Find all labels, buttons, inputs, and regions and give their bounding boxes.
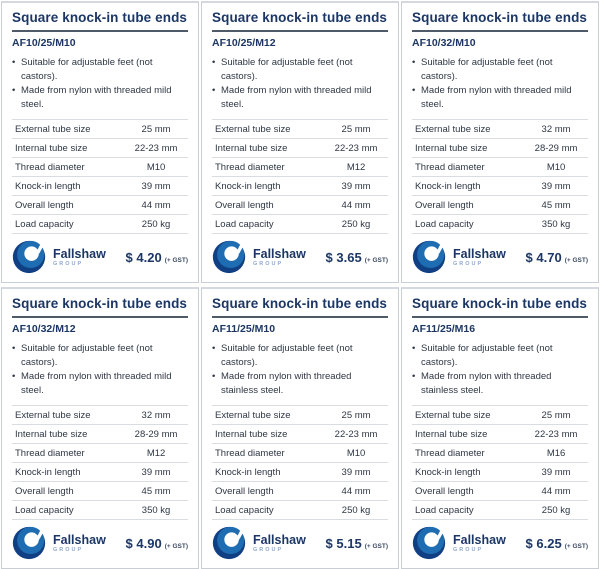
price: $ 4.20 bbox=[125, 249, 162, 265]
spec-value: 28-29 mm bbox=[534, 142, 578, 154]
bullet-item: • Suitable for adjustable feet (not castors). bbox=[12, 56, 188, 84]
product-code: AF10/25/M10 bbox=[12, 37, 76, 49]
spec-label: Load capacity bbox=[215, 504, 274, 516]
spec-row bbox=[12, 120, 188, 139]
spec-value: 44 mm bbox=[341, 485, 371, 497]
logo-group-label: GROUP bbox=[453, 260, 484, 267]
bullet-list bbox=[212, 342, 388, 398]
spec-value: 25 mm bbox=[141, 123, 171, 135]
spec-value: 39 mm bbox=[541, 466, 571, 478]
bullet-list bbox=[12, 342, 188, 398]
spec-row bbox=[212, 463, 388, 482]
spec-row bbox=[412, 158, 588, 177]
spec-row bbox=[212, 482, 388, 501]
spec-table bbox=[212, 119, 388, 234]
bullet-item: • Made from nylon with threaded mild steel. bbox=[12, 370, 188, 398]
logo-name: Fallshaw bbox=[253, 532, 306, 547]
price: $ 4.70 bbox=[525, 249, 562, 265]
fallshaw-logo bbox=[412, 240, 506, 274]
gst-note: (+ GST) bbox=[364, 542, 388, 550]
gst-note: (+ GST) bbox=[564, 256, 588, 264]
bullet-list bbox=[412, 342, 588, 398]
spec-label: External tube size bbox=[215, 409, 291, 421]
spec-value: M10 bbox=[546, 161, 566, 173]
spec-row bbox=[412, 139, 588, 158]
spec-label: Load capacity bbox=[215, 218, 274, 230]
card-footer bbox=[212, 520, 388, 562]
fallshaw-swirl-icon bbox=[412, 240, 446, 274]
spec-value: 25 mm bbox=[341, 409, 371, 421]
fallshaw-swirl-icon bbox=[12, 240, 46, 274]
logo-text bbox=[253, 534, 306, 553]
product-code: AF11/25/M16 bbox=[412, 323, 476, 335]
spec-label: Internal tube size bbox=[415, 428, 488, 440]
spec-label: External tube size bbox=[15, 409, 91, 421]
product-card bbox=[1, 287, 199, 569]
spec-row bbox=[212, 120, 388, 139]
bullet-item: • Suitable for adjustable feet (not castors). bbox=[212, 342, 388, 370]
spec-label: Thread diameter bbox=[215, 161, 285, 173]
product-code: AF10/32/M10 bbox=[412, 37, 476, 49]
spec-label: Thread diameter bbox=[215, 447, 285, 459]
logo-name: Fallshaw bbox=[253, 246, 306, 261]
spec-value: 32 mm bbox=[141, 409, 171, 421]
spec-row bbox=[412, 501, 588, 520]
spec-value: 25 mm bbox=[341, 123, 371, 135]
bullet-item: • Suitable for adjustable feet (not castors). bbox=[412, 342, 588, 370]
spec-row bbox=[412, 444, 588, 463]
spec-table-body bbox=[412, 120, 588, 234]
fallshaw-swirl-icon bbox=[212, 240, 246, 274]
gst-note: (+ GST) bbox=[164, 542, 188, 550]
spec-value: 350 kg bbox=[141, 504, 171, 516]
spec-table bbox=[412, 119, 588, 234]
logo-text bbox=[453, 534, 506, 553]
price-block bbox=[126, 536, 188, 551]
bullet-item: • Suitable for adjustable feet (not castors). bbox=[212, 56, 388, 84]
spec-label: Thread diameter bbox=[15, 447, 85, 459]
logo-group-label: GROUP bbox=[53, 546, 84, 553]
fallshaw-logo bbox=[212, 240, 306, 274]
spec-row bbox=[12, 482, 188, 501]
spec-row bbox=[212, 425, 388, 444]
price-block bbox=[526, 250, 588, 265]
card-footer bbox=[212, 234, 388, 276]
spec-label: Knock-in length bbox=[415, 466, 481, 478]
spec-value: M10 bbox=[146, 161, 166, 173]
spec-row bbox=[12, 196, 188, 215]
bullet-list bbox=[212, 56, 388, 112]
bullet-item: • Made from nylon with threaded stainless steel. bbox=[412, 370, 588, 398]
card-footer bbox=[12, 234, 188, 276]
spec-value: 39 mm bbox=[141, 466, 171, 478]
spec-table bbox=[212, 405, 388, 520]
spec-value: 350 kg bbox=[541, 218, 571, 230]
logo-name: Fallshaw bbox=[453, 532, 506, 547]
spec-label: Knock-in length bbox=[415, 180, 481, 192]
spec-label: Overall length bbox=[15, 485, 74, 497]
logo-name: Fallshaw bbox=[453, 246, 506, 261]
spec-value: 22-23 mm bbox=[134, 142, 178, 154]
spec-row bbox=[12, 463, 188, 482]
spec-value: 39 mm bbox=[341, 180, 371, 192]
spec-label: Thread diameter bbox=[415, 161, 485, 173]
spec-value: 32 mm bbox=[541, 123, 571, 135]
gst-note: (+ GST) bbox=[564, 542, 588, 550]
spec-label: Overall length bbox=[415, 485, 474, 497]
fallshaw-logo bbox=[12, 526, 106, 560]
bullet-list bbox=[12, 56, 188, 112]
spec-row bbox=[212, 177, 388, 196]
logo-name: Fallshaw bbox=[53, 246, 106, 261]
product-card bbox=[401, 1, 599, 283]
spec-label: Load capacity bbox=[415, 218, 474, 230]
spec-label: Overall length bbox=[215, 199, 274, 211]
price-block bbox=[326, 536, 388, 551]
spec-row bbox=[412, 215, 588, 234]
spec-table-body bbox=[412, 406, 588, 520]
spec-value: 250 kg bbox=[341, 504, 371, 516]
spec-label: Internal tube size bbox=[15, 142, 88, 154]
spec-label: Internal tube size bbox=[215, 142, 288, 154]
logo-text bbox=[53, 248, 106, 267]
product-code: AF11/25/M10 bbox=[212, 323, 276, 335]
spec-row bbox=[212, 444, 388, 463]
spec-label: Thread diameter bbox=[15, 161, 85, 173]
spec-label: External tube size bbox=[15, 123, 91, 135]
bullet-list bbox=[412, 56, 588, 112]
card-title: Square knock-in tube ends bbox=[412, 10, 588, 32]
spec-row bbox=[212, 406, 388, 425]
spec-value: M12 bbox=[346, 161, 366, 173]
spec-value: 25 mm bbox=[541, 409, 571, 421]
product-code: AF10/32/M12 bbox=[12, 323, 76, 335]
spec-row bbox=[412, 196, 588, 215]
price-block bbox=[126, 250, 188, 265]
card-footer bbox=[412, 520, 588, 562]
spec-row bbox=[12, 406, 188, 425]
card-title: Square knock-in tube ends bbox=[212, 296, 388, 318]
spec-row bbox=[212, 158, 388, 177]
spec-label: Internal tube size bbox=[215, 428, 288, 440]
spec-value: 28-29 mm bbox=[134, 428, 178, 440]
bullet-item: • Made from nylon with threaded stainless steel. bbox=[212, 370, 388, 398]
spec-row bbox=[12, 444, 188, 463]
product-card bbox=[201, 1, 399, 283]
spec-value: 45 mm bbox=[541, 199, 571, 211]
spec-value: 44 mm bbox=[541, 485, 571, 497]
spec-table-body bbox=[212, 406, 388, 520]
spec-value: 39 mm bbox=[141, 180, 171, 192]
spec-label: Overall length bbox=[415, 199, 474, 211]
bullet-item: • Made from nylon with threaded mild steel. bbox=[212, 84, 388, 112]
spec-value: 45 mm bbox=[141, 485, 171, 497]
fallshaw-swirl-icon bbox=[412, 526, 446, 560]
bullet-item: • Made from nylon with threaded mild steel. bbox=[412, 84, 588, 112]
logo-group-label: GROUP bbox=[53, 260, 84, 267]
spec-value: 39 mm bbox=[341, 466, 371, 478]
spec-label: Internal tube size bbox=[15, 428, 88, 440]
spec-row bbox=[12, 501, 188, 520]
spec-label: Knock-in length bbox=[15, 466, 81, 478]
logo-group-label: GROUP bbox=[253, 546, 284, 553]
spec-table bbox=[12, 405, 188, 520]
spec-row bbox=[212, 215, 388, 234]
logo-text bbox=[453, 248, 506, 267]
spec-label: Overall length bbox=[15, 199, 74, 211]
spec-row bbox=[412, 463, 588, 482]
spec-value: 22-23 mm bbox=[334, 142, 378, 154]
spec-label: Load capacity bbox=[15, 504, 74, 516]
spec-label: External tube size bbox=[215, 123, 291, 135]
gst-note: (+ GST) bbox=[164, 256, 188, 264]
spec-table-body bbox=[12, 406, 188, 520]
spec-table-body bbox=[12, 120, 188, 234]
spec-value: M10 bbox=[346, 447, 366, 459]
card-footer bbox=[412, 234, 588, 276]
spec-table bbox=[12, 119, 188, 234]
product-card bbox=[401, 287, 599, 569]
spec-row bbox=[212, 139, 388, 158]
spec-label: External tube size bbox=[415, 409, 491, 421]
spec-row bbox=[412, 425, 588, 444]
spec-row bbox=[12, 139, 188, 158]
spec-value: M16 bbox=[546, 447, 566, 459]
spec-value: 250 kg bbox=[541, 504, 571, 516]
logo-group-label: GROUP bbox=[253, 260, 284, 267]
product-card bbox=[201, 287, 399, 569]
spec-value: 44 mm bbox=[141, 199, 171, 211]
spec-value: 250 kg bbox=[341, 218, 371, 230]
spec-row bbox=[12, 158, 188, 177]
bullet-item: • Suitable for adjustable feet (not castors). bbox=[12, 342, 188, 370]
spec-label: Knock-in length bbox=[15, 180, 81, 192]
spec-row bbox=[212, 196, 388, 215]
spec-row bbox=[12, 177, 188, 196]
spec-label: Knock-in length bbox=[215, 180, 281, 192]
spec-row bbox=[412, 406, 588, 425]
bullet-item: • Made from nylon with threaded mild steel. bbox=[12, 84, 188, 112]
price: $ 6.25 bbox=[525, 535, 562, 551]
spec-row bbox=[12, 425, 188, 444]
gst-note: (+ GST) bbox=[364, 256, 388, 264]
fallshaw-logo bbox=[212, 526, 306, 560]
spec-value: 44 mm bbox=[341, 199, 371, 211]
spec-row bbox=[412, 482, 588, 501]
product-code: AF10/25/M12 bbox=[212, 37, 276, 49]
spec-label: Knock-in length bbox=[215, 466, 281, 478]
card-title: Square knock-in tube ends bbox=[12, 10, 188, 32]
spec-row bbox=[412, 120, 588, 139]
spec-row bbox=[412, 177, 588, 196]
card-title: Square knock-in tube ends bbox=[12, 296, 188, 318]
spec-label: Load capacity bbox=[15, 218, 74, 230]
product-card bbox=[1, 1, 199, 283]
fallshaw-logo bbox=[12, 240, 106, 274]
spec-table bbox=[412, 405, 588, 520]
spec-label: Overall length bbox=[215, 485, 274, 497]
price-block bbox=[326, 250, 388, 265]
bullet-item: • Suitable for adjustable feet (not castors). bbox=[412, 56, 588, 84]
fallshaw-swirl-icon bbox=[12, 526, 46, 560]
logo-text bbox=[253, 248, 306, 267]
spec-label: Thread diameter bbox=[415, 447, 485, 459]
logo-name: Fallshaw bbox=[53, 532, 106, 547]
card-title: Square knock-in tube ends bbox=[212, 10, 388, 32]
card-footer bbox=[12, 520, 188, 562]
spec-label: Internal tube size bbox=[415, 142, 488, 154]
spec-value: 22-23 mm bbox=[534, 428, 578, 440]
spec-value: 250 kg bbox=[141, 218, 171, 230]
spec-label: External tube size bbox=[415, 123, 491, 135]
price: $ 5.15 bbox=[325, 535, 362, 551]
logo-text bbox=[53, 534, 106, 553]
spec-value: 22-23 mm bbox=[334, 428, 378, 440]
fallshaw-swirl-icon bbox=[212, 526, 246, 560]
fallshaw-logo bbox=[412, 526, 506, 560]
spec-row bbox=[12, 215, 188, 234]
spec-value: 39 mm bbox=[541, 180, 571, 192]
spec-row bbox=[212, 501, 388, 520]
card-title: Square knock-in tube ends bbox=[412, 296, 588, 318]
logo-group-label: GROUP bbox=[453, 546, 484, 553]
spec-table-body bbox=[212, 120, 388, 234]
spec-label: Load capacity bbox=[415, 504, 474, 516]
spec-value: M12 bbox=[146, 447, 166, 459]
price-block bbox=[526, 536, 588, 551]
price: $ 3.65 bbox=[325, 249, 362, 265]
price: $ 4.90 bbox=[125, 535, 162, 551]
